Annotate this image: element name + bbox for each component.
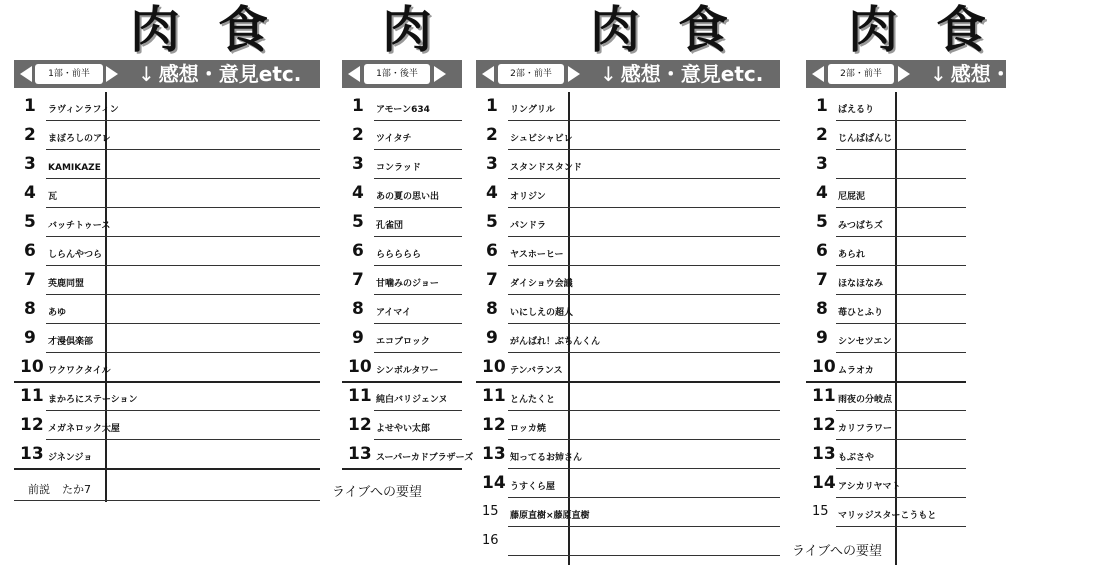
entry-name: ロッカ焼	[510, 424, 546, 434]
entry-name: ラヴィンラフィン	[48, 105, 119, 115]
entry-name: コンラッド	[376, 163, 421, 173]
list-item	[342, 382, 462, 411]
entry-name: あゆ	[48, 308, 67, 318]
entry-number: 5	[486, 212, 498, 232]
entry-number: 4	[24, 183, 36, 203]
entry-name: もぶさや	[838, 453, 875, 463]
entry-number: 6	[816, 241, 828, 261]
list-item	[476, 469, 780, 498]
list-item	[14, 179, 320, 208]
list-item	[806, 121, 966, 150]
list-item	[476, 266, 780, 295]
list-item	[806, 411, 966, 440]
entry-name: 瓦	[48, 192, 58, 202]
entry-number: 3	[352, 154, 364, 174]
entry-number: 8	[486, 299, 498, 319]
part-tab: 2部・前半	[498, 64, 564, 84]
list-item	[476, 382, 780, 411]
list-item	[342, 411, 462, 440]
entry-name: ほなほなみ	[838, 279, 884, 289]
section-divider	[14, 381, 320, 383]
entry-number: 1	[352, 96, 364, 116]
header-label	[600, 60, 763, 88]
list-item	[476, 295, 780, 324]
entry-number: 12	[482, 415, 506, 435]
entry-number: 1	[24, 96, 36, 116]
list-item	[14, 295, 320, 324]
entry-name: バッチトゥース	[48, 221, 111, 231]
list-item	[806, 382, 966, 411]
next-arrow-icon[interactable]	[568, 66, 580, 82]
section-divider	[342, 381, 462, 383]
entry-name: ダイショウ会議	[510, 279, 573, 289]
entry-name: みつばちズ	[838, 221, 883, 231]
entry-name: 尼屁泥	[838, 192, 866, 202]
entry-number: 6	[352, 241, 364, 261]
entry-number: 4	[352, 183, 364, 203]
entry-name: ムラオカ	[838, 366, 874, 376]
entry-number: 16	[482, 533, 499, 548]
section-header	[806, 60, 1093, 88]
entry-number: 5	[816, 212, 828, 232]
list-item	[342, 150, 462, 179]
list-item	[806, 324, 966, 353]
entry-name: アシカリヤマト	[838, 482, 901, 492]
entry-name: スタンドスタンド	[510, 163, 582, 173]
list-item	[476, 411, 780, 440]
list-item	[342, 440, 474, 469]
entry-rule	[508, 555, 780, 556]
entry-number: 3	[816, 154, 828, 174]
list-item	[342, 324, 462, 353]
entry-name: テンバランス	[510, 366, 563, 376]
section-header	[476, 60, 780, 88]
list-item	[476, 208, 780, 237]
sheet-title: 肉	[382, 0, 470, 59]
list-item	[342, 179, 462, 208]
entry-number: 1	[816, 96, 828, 116]
entry-number: 2	[352, 125, 364, 145]
list-item	[14, 411, 320, 440]
list-item	[806, 237, 966, 266]
entry-number: 13	[20, 444, 44, 464]
entry-name: シンボルタワー	[376, 366, 439, 376]
list-item	[342, 208, 462, 237]
entry-name: アイマイ	[376, 308, 412, 318]
entry-name: まかろにステーション	[48, 395, 138, 405]
prev-arrow-icon[interactable]	[812, 66, 824, 82]
entry-number: 12	[812, 415, 836, 435]
list-item	[806, 498, 966, 527]
entry-number: 8	[352, 299, 364, 319]
entry-number: 9	[352, 328, 364, 348]
entry-name: 知ってるお姉さん	[510, 453, 583, 463]
entry-number: 11	[812, 386, 836, 406]
entry-number: 10	[812, 357, 836, 377]
entry-number: 5	[24, 212, 36, 232]
sheet-2	[330, 0, 474, 565]
entry-name: メガネロック大屋	[48, 424, 120, 434]
list-item	[806, 179, 966, 208]
entry-number: 9	[486, 328, 498, 348]
entry-number: 9	[24, 328, 36, 348]
list-item	[342, 121, 462, 150]
entry-name: まぼろしのアレ	[48, 134, 111, 144]
list-item	[14, 440, 320, 469]
section-header	[14, 60, 320, 88]
entry-number: 10	[20, 357, 44, 377]
list-item	[806, 469, 966, 498]
list-item	[476, 92, 780, 121]
header-label	[930, 60, 1093, 88]
prev-arrow-icon[interactable]	[348, 66, 360, 82]
list-item	[806, 353, 966, 382]
entry-name: 孔雀団	[376, 221, 404, 231]
section-divider	[14, 468, 320, 470]
next-arrow-icon[interactable]	[434, 66, 446, 82]
entry-number: 5	[352, 212, 364, 232]
sheet-title: 肉食	[130, 0, 306, 59]
sheet-3	[470, 0, 782, 565]
part-tab: 2部・前半	[828, 64, 894, 84]
entry-number: 8	[816, 299, 828, 319]
part-tab: 1部・後半	[364, 64, 430, 84]
list-item	[14, 121, 320, 150]
footer-rule	[14, 500, 320, 501]
list-item	[806, 208, 966, 237]
entry-name: アモーン634	[376, 105, 430, 115]
entry-name: ジネンジョ	[48, 453, 93, 463]
down-arrow-icon: ↓	[930, 62, 947, 86]
entry-number: 7	[486, 270, 498, 290]
entry-number: 3	[24, 154, 36, 174]
entry-name: エコブロック	[376, 337, 430, 347]
entry-name: 甘噛みのジョー	[376, 279, 439, 289]
entry-number: 2	[816, 125, 828, 145]
list-item	[14, 92, 320, 121]
request-label: ライブへの要望	[792, 544, 882, 559]
entry-number: 7	[816, 270, 828, 290]
list-item	[476, 527, 780, 556]
entry-rule	[836, 526, 966, 527]
entry-name: あの夏の思い出	[376, 192, 440, 202]
list-item	[806, 92, 966, 121]
request-label: ライブへの要望	[332, 485, 422, 500]
section-divider	[806, 381, 966, 383]
entry-number: 7	[352, 270, 364, 290]
entry-name: ツイタチ	[376, 134, 412, 144]
list-item	[476, 353, 780, 382]
prev-arrow-icon[interactable]	[20, 66, 32, 82]
entry-name: じんぱぱんじ	[838, 134, 893, 144]
entry-name: うすくら屋	[510, 482, 556, 492]
entry-name: 藤原直樹×藤原直樹	[510, 511, 590, 521]
entry-number: 4	[816, 183, 828, 203]
entry-number: 14	[812, 473, 836, 493]
entry-name: オリジン	[510, 192, 546, 202]
down-arrow-icon: ↓	[600, 62, 617, 86]
entry-number: 13	[482, 444, 506, 464]
entry-name: KAMIKAZE	[48, 163, 101, 173]
entry-number: 11	[482, 386, 506, 406]
entry-name: 雨夜の分岐点	[838, 395, 893, 405]
list-item	[342, 266, 462, 295]
list-item	[476, 121, 780, 150]
down-arrow-icon: ↓	[138, 62, 155, 86]
header-label	[138, 60, 301, 88]
footer-label: 前説	[28, 483, 50, 496]
entry-number: 9	[816, 328, 828, 348]
entry-name: よせやい太郎	[376, 424, 431, 434]
list-item	[14, 324, 320, 353]
list-item	[342, 353, 462, 382]
list-item	[476, 150, 780, 179]
list-item	[476, 440, 780, 469]
sheet-4	[792, 0, 1093, 565]
entry-name: ららららら	[376, 250, 422, 260]
header-text: 感想・意見etc.	[158, 62, 302, 86]
entry-name: カリフラワー	[838, 424, 893, 434]
entry-name: いにしえの超人	[510, 308, 574, 318]
entry-name: 英鹿同盟	[48, 279, 85, 289]
sheet-title: 肉食	[590, 0, 766, 59]
section-header	[342, 60, 462, 88]
entry-name: シンセツエン	[838, 337, 892, 347]
entry-name: 純白バリジェンヌ	[376, 395, 448, 405]
list-item	[14, 353, 320, 382]
entry-name: リングリル	[510, 105, 555, 115]
entry-number: 15	[482, 504, 499, 519]
entry-name: ヤスホーヒー	[510, 250, 564, 260]
entry-number: 1	[486, 96, 498, 116]
list-item	[14, 237, 320, 266]
list-item	[14, 382, 320, 411]
list-item	[476, 324, 780, 353]
entry-number: 12	[20, 415, 44, 435]
section-divider	[342, 468, 462, 470]
list-item	[342, 92, 462, 121]
list-item	[342, 295, 462, 324]
entry-name: 苺ひとふり	[838, 308, 884, 318]
entry-number: 4	[486, 183, 498, 203]
entry-number: 10	[482, 357, 506, 377]
list-item	[806, 266, 966, 295]
entry-number: 6	[24, 241, 36, 261]
entry-name: パンドラ	[510, 221, 547, 231]
header-text: 感想・意見etc.	[620, 62, 764, 86]
sheet-title: 肉食	[848, 0, 1024, 59]
entry-name: 才漫倶楽部	[48, 337, 94, 347]
entry-number: 12	[348, 415, 372, 435]
entry-number: 13	[812, 444, 836, 464]
entry-number: 3	[486, 154, 498, 174]
next-arrow-icon[interactable]	[898, 66, 910, 82]
list-item	[14, 150, 320, 179]
entry-number: 6	[486, 241, 498, 261]
entry-name: ワクワクタイル	[48, 366, 111, 376]
list-item	[806, 295, 966, 324]
list-item	[14, 266, 320, 295]
prev-arrow-icon[interactable]	[482, 66, 494, 82]
list-item	[806, 440, 966, 469]
entry-number: 7	[24, 270, 36, 290]
footer-value: たか7	[62, 483, 91, 496]
entry-number: 10	[348, 357, 372, 377]
part-tab: 1部・前半	[35, 64, 103, 84]
entry-name: がんばれ！ぶちんくん	[510, 337, 601, 347]
list-item	[342, 237, 462, 266]
entry-number: 15	[812, 504, 829, 519]
entry-number: 2	[486, 125, 498, 145]
entry-number: 2	[24, 125, 36, 145]
entry-name: あられ	[838, 250, 866, 260]
entry-name: スーパーカドブラザーズ	[376, 453, 474, 463]
list-item	[476, 237, 780, 266]
entry-name: マリッジスターこうもと	[838, 511, 937, 521]
entry-name: シュビシャビレ	[510, 134, 573, 144]
list-item	[476, 498, 780, 527]
list-item	[806, 150, 966, 179]
entry-number: 11	[348, 386, 372, 406]
entry-name: ぱえるり	[838, 105, 875, 115]
entry-number: 13	[348, 444, 372, 464]
entry-name: とんたくと	[510, 395, 556, 405]
list-item	[476, 179, 780, 208]
entry-number: 14	[482, 473, 506, 493]
entry-number: 8	[24, 299, 36, 319]
list-item	[14, 208, 320, 237]
next-arrow-icon[interactable]	[106, 66, 118, 82]
entry-name: しらんやつら	[48, 250, 103, 260]
header-text: 感想・意見etc.	[950, 62, 1093, 86]
section-divider	[476, 381, 780, 383]
sheet-1	[0, 0, 322, 565]
entry-number: 11	[20, 386, 44, 406]
